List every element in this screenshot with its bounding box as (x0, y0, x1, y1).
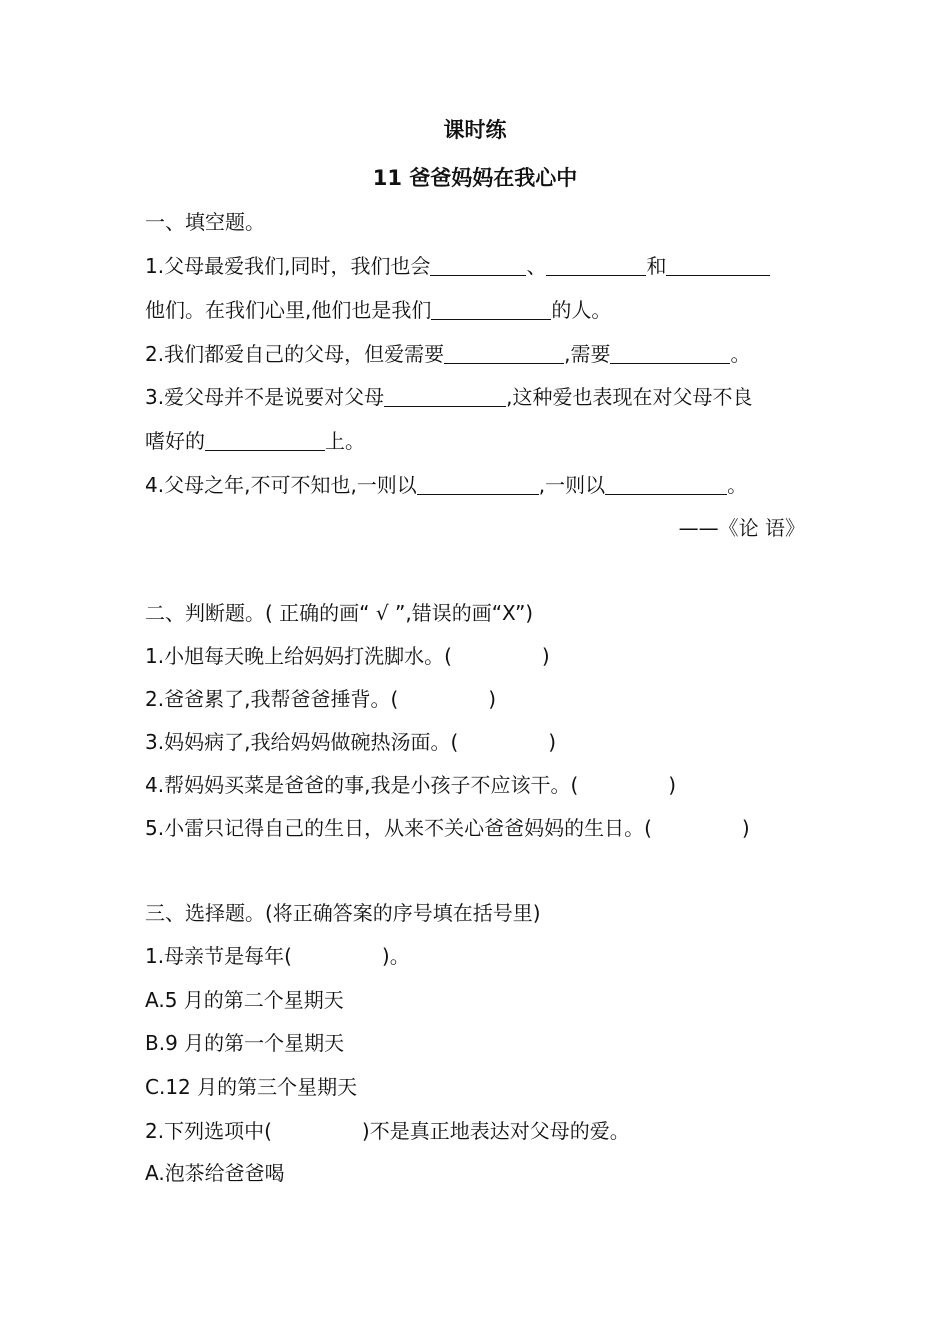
judge-item-3: 3.妈妈病了,我给妈妈做碗热汤面。( ) (145, 730, 557, 754)
fill-question-4: 4.父母之年,不可不知也,一则以 ,一则以 。 (145, 473, 748, 497)
judge-item-2: 2.爸爸累了,我帮爸爸捶背。( ) (145, 687, 497, 711)
judge-item-4: 4.帮妈妈买菜是爸爸的事,我是小孩子不应该干。( ) (145, 773, 677, 797)
choice-option: A.5 月的第二个星期天 (145, 988, 344, 1012)
answer-blank[interactable] (384, 384, 506, 407)
quote-source: ——《论 语》 (678, 516, 805, 540)
judge-item-5: 5.小雷只记得自己的生日，从来不关心爸爸妈妈的生日。( ) (145, 816, 750, 840)
choice-option: C.12 月的第三个星期天 (145, 1075, 358, 1099)
choice-option: A.泡茶给爸爸喝 (145, 1161, 285, 1185)
answer-blank[interactable] (610, 341, 730, 364)
lesson-title: 11 爸爸妈妈在我心中 (372, 166, 578, 190)
section1-heading: 一、填空题。 (145, 210, 265, 234)
fill-question-3-line1: 3.爱父母并不是说要对父母 ,这种爱也表现在对父母不良 (145, 385, 753, 409)
section2-heading: 二、判断题。( 正确的画“ √ ”,错误的画“X”) (145, 601, 534, 625)
choice-option: B.9 月的第一个星期天 (145, 1031, 345, 1055)
answer-blank[interactable] (444, 341, 564, 364)
answer-blank[interactable] (431, 297, 551, 320)
choice-question-1: 1.母亲节是每年( )。 (145, 944, 410, 968)
section3-heading: 三、选择题。(将正确答案的序号填在括号里) (145, 901, 541, 925)
fill-question-1-line2: 他们。在我们心里,他们也是我们 的人。 (145, 298, 612, 322)
answer-blank[interactable] (546, 253, 646, 276)
answer-blank[interactable] (430, 253, 526, 276)
fill-question-2: 2.我们都爱自己的父母，但爱需要 ,需要 。 (145, 342, 751, 366)
choice-question-2: 2.下列选项中( )不是真正地表达对父母的爱。 (145, 1119, 630, 1143)
judge-item-1: 1.小旭每天晚上给妈妈打洗脚水。( ) (145, 644, 550, 668)
fill-question-3-line2: 嗜好的 上。 (145, 429, 365, 453)
answer-blank[interactable] (205, 428, 325, 451)
answer-blank[interactable] (605, 472, 727, 495)
answer-blank[interactable] (417, 472, 539, 495)
answer-blank[interactable] (666, 253, 770, 276)
page-title: 课时练 (443, 118, 507, 142)
fill-question-1-line1: 1.父母最爱我们,同时，我们也会 、 和 (145, 252, 770, 280)
